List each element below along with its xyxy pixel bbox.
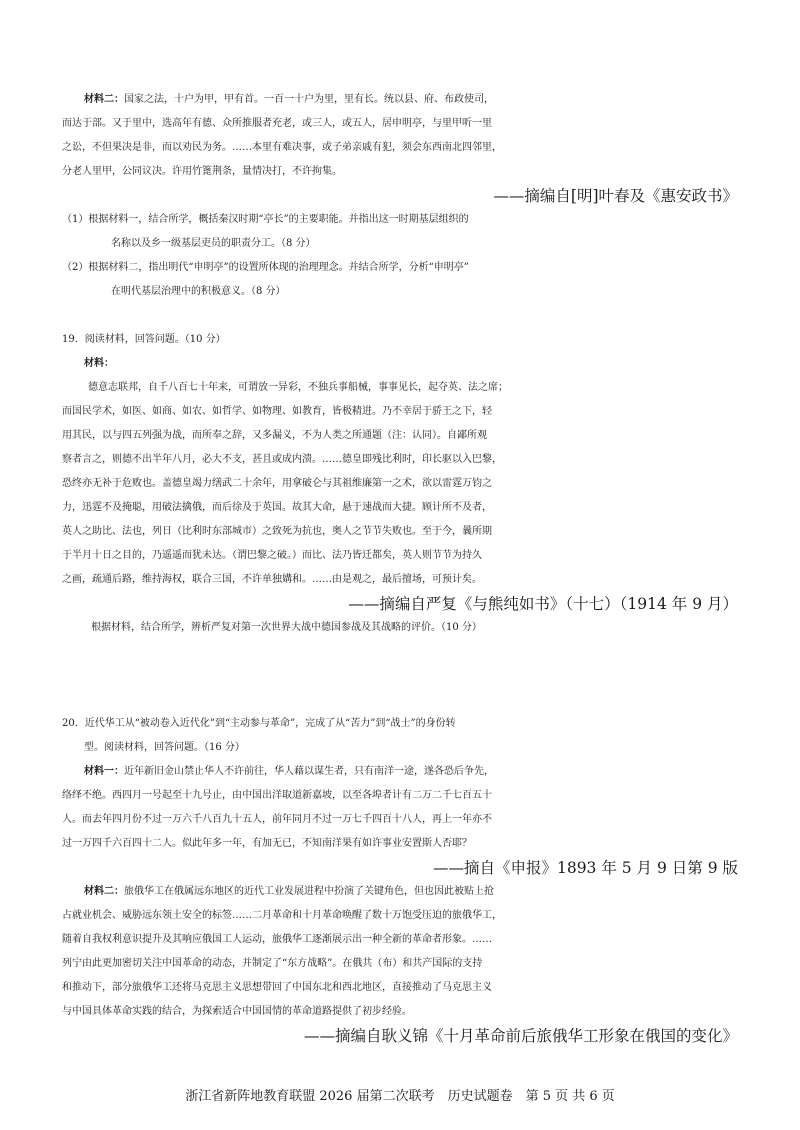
page-footer: 浙江省新阵地教育联盟 2026 届第二次联考 历史试题卷 第 5 页 共 6 页: [185, 1089, 615, 1104]
material-two-source: ——摘编自[明]叶春及《惠安政书》: [493, 187, 738, 205]
question-20-heading-line-1: 20．近代华工从“被动卷入近代化”到“主动参与革命”，完成了从“苦力”到“战士”的身份转: [62, 718, 456, 729]
question-20-material-one-line-1: 材料一：近年新旧金山禁止华人不许前往，华人藉以谋生者，只有南洋一途，遂各恐后争先，: [84, 766, 494, 777]
question-20-material-one-line: 过一万四千六百四十二人。似此年多一年，有加无已，不知南洋果有如许事业安置斯人否耶？: [62, 838, 472, 849]
question-19-heading: 19．阅读材料，回答问题。（10 分）: [62, 334, 226, 345]
question-20-material-one-line: 络绎不绝。西四月一号起至十九号止，由中国出洋取道新嘉坡，以至各埠者计有二万二千七百五十: [62, 790, 492, 801]
question-20-material-two-line: 与中国具体革命实践的结合，为探索适合中国国情的革命道路提供了初步经验。: [62, 1006, 412, 1017]
question-20-material-two-line-1: 材料二：旅俄华工在俄属远东地区的近代工业发展进程中扮演了关键角色，但也因此被贴上抢: [84, 886, 494, 897]
question-19-text-line: 于半月十日之目的，乃遥遥而犹未达。（谓巴黎之破。）而比、法乃皆迁都矣，英人则节节为持久: [62, 550, 482, 561]
question-19-text-line: 而国民学术，如医、如商、如农、如哲学、如物理、如教育，皆极精进。乃不幸居于骄王之下，轻: [62, 406, 492, 417]
material-two-line-2: 而达于部。又于里中，选高年有德、众所推服者充老，或三人，或五人，居申明亭，与里甲听一里: [62, 118, 492, 129]
question-19-text-line: 恐终亦无补于危败也。盖德皇竭力缮武二十余年，用拿破仑与其祖维廉第一之术，欲以雷霆万钧之: [62, 478, 492, 489]
question-18-2-line-2: 在明代基层治理中的积极意义。（8 分）: [111, 286, 286, 297]
question-19-text-line: 英人之助比、法也，列日（比利时东部城市）之致死为抗也，奥人之节节失败也。至于今，曩所期: [62, 526, 492, 537]
question-20-material-two-line: 和推动下，部分旅俄华工还将马克思主义思想带回了中国东北和西北地区，直接推动了马克思主义: [62, 982, 492, 993]
question-19-text-line: 察者言之，则德不出半年八月，必大不支，甚且或成内溃。……德皇即残比利时，印长驱以入巴黎，: [62, 454, 502, 465]
question-19-prompt: 根据材料，结合所学，辨析严复对第一次世界大战中德国参战及其战略的评价。（10 分）: [91, 622, 482, 633]
question-19-source: ——摘编自严复《与熊纯如书》（十七）（1914 年 9 月）: [348, 595, 738, 613]
question-19-material-label: 材料：: [84, 358, 114, 369]
question-19-text-line: 用其民，以与四五列强为战，而所奉之辞，又多漏义，不为人类之所通题（注：认同）。自鄙所观: [62, 430, 487, 441]
question-18-1-line-2: 名称以及乡一级基层吏员的职责分工。（8 分）: [111, 238, 316, 249]
material-one-label: 材料一：: [84, 766, 124, 777]
material-two-label: 材料二：: [84, 94, 124, 105]
material-two-line-1: 材料二：国家之法，十户为甲，甲有首。一百一十户为里，里有长。统以县、府、布政使司，: [84, 94, 494, 105]
question-20-heading-line-2: 型。阅读材料，回答问题。（16 分）: [84, 742, 245, 753]
question-20-material-two-line: 随着自我权利意识提升及其响应俄国工人运动，旅俄华工逐渐展示出一种全新的革命者形象。……: [62, 934, 492, 945]
question-20-material-one-line: 人。而去年四月份不过一万六千八百九十五人，前年同月不过一万七千四百十八人，再上一年亦不: [62, 814, 492, 825]
question-19-text-line: 之画，疏通后路，维持海权，联合三国，不许单独媾和。……由是观之，最后擅场，可预计矣。: [62, 574, 482, 585]
question-19-text-line: 德意志联邦，自千八百七十年来，可谓放一异彩，不独兵事船械，事事见长，起夺英、法之席；: [88, 382, 508, 393]
question-18-2-line-1: （2）根据材料二，指出明代“申明亭”的设置所体现的治理理念。并结合所学，分析“申明亭”: [62, 262, 469, 273]
question-18-1-line-1: （1）根据材料一，结合所学，概括秦汉时期“亭长”的主要职能。并指出这一时期基层组织的: [62, 214, 469, 225]
question-20-material-one-source: ——摘自《申报》1893 年 5 月 9 日第 9 版: [432, 859, 738, 877]
question-20-material-two-line: 占就业机会、威胁远东领土安全的标签……二月革命和十月革命唤醒了数十万饱受压迫的旅俄华工，: [62, 910, 502, 921]
question-19-text-line: 力，迅霆不及掩聪，用破法擒俄，而后徐及于英国。故其大命，悬于速战而大捷。顾计所不及者，: [62, 502, 492, 513]
material-two-line-4: 分老人里甲，公同议决。许用竹篦荆条，量情决打，不许拘集。: [62, 166, 342, 177]
material-two-label: 材料二：: [84, 886, 124, 897]
question-20-material-two-source: ——摘编自耿义锦《十月革命前后旅俄华工形象在俄国的变化》: [303, 1027, 738, 1045]
material-two-line-3: 之讼，不但果决是非，而以劝民为务。……本里有难决事，或子弟亲戚有犯，须会东西南北四邻里，: [62, 142, 502, 153]
question-20-material-two-line: 列宁由此更加密切关注中国革命的动态，并制定了“东方战略”。在俄共（布）和共产国际的支持: [62, 958, 483, 969]
